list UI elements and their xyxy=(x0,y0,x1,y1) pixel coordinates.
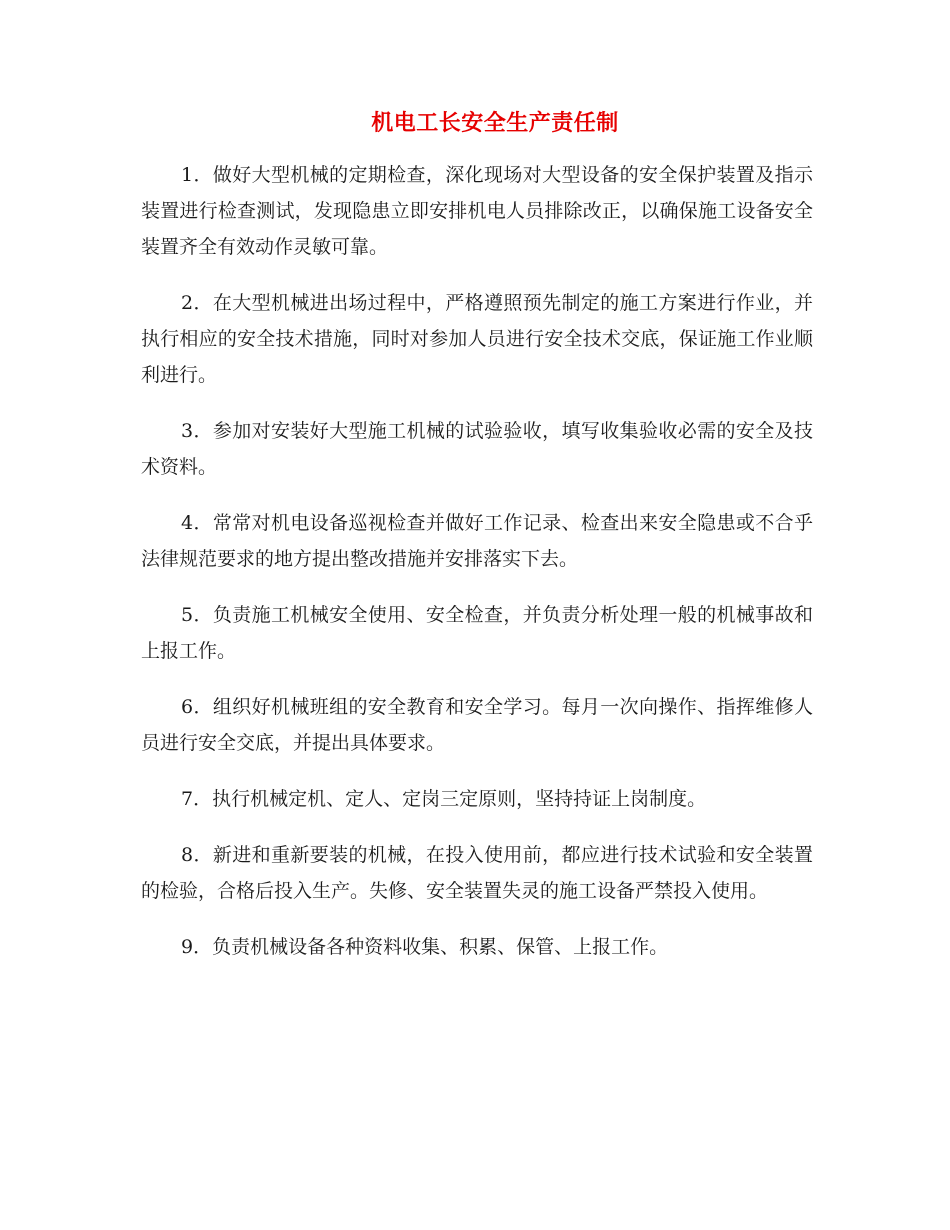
paragraph-8: 8．新进和重新要装的机械，在投入使用前，都应进行技术试验和安全装置的检验，合格后投入生产。失修、安全装置失灵的施工设备严禁投入使用。 xyxy=(141,844,813,902)
paragraph-1: 1．做好大型机械的定期检查，深化现场对大型设备的安全保护装置及指示装置进行检查测试，发现隐患立即安排机电人员排除改正，以确保施工设备安全装置齐全有效动作灵敏可靠。 xyxy=(141,164,813,258)
paragraph-5: 5．负责施工机械安全使用、安全检查，并负责分析处理一般的机械事故和上报工作。 xyxy=(141,604,813,662)
paragraph-7: 7．执行机械定机、定人、定岗三定原则，坚持持证上岗制度。 xyxy=(181,788,707,810)
paragraph-4: 4．常常对机电设备巡视检查并做好工作记录、检查出来安全隐患或不合乎法律规范要求的地方提出整改措施并安排落实下去。 xyxy=(141,512,813,570)
paragraph-2: 2．在大型机械进出场过程中，严格遵照预先制定的施工方案进行作业，并执行相应的安全技术措施，同时对参加人员进行安全技术交底，保证施工作业顺利进行。 xyxy=(141,292,813,386)
document-body xyxy=(141,157,813,985)
paragraph-6: 6．组织好机械班组的安全教育和安全学习。每月一次向操作、指挥维修人员进行安全交底，并提出具体要求。 xyxy=(141,696,813,754)
paragraph-9: 9．负责机械设备各种资料收集、积累、保管、上报工作。 xyxy=(181,936,669,958)
document-title: 机电工长安全生产责任制 xyxy=(371,110,619,136)
paragraph-3: 3．参加对安装好大型施工机械的试验验收，填写收集验收必需的安全及技术资料。 xyxy=(141,420,813,478)
